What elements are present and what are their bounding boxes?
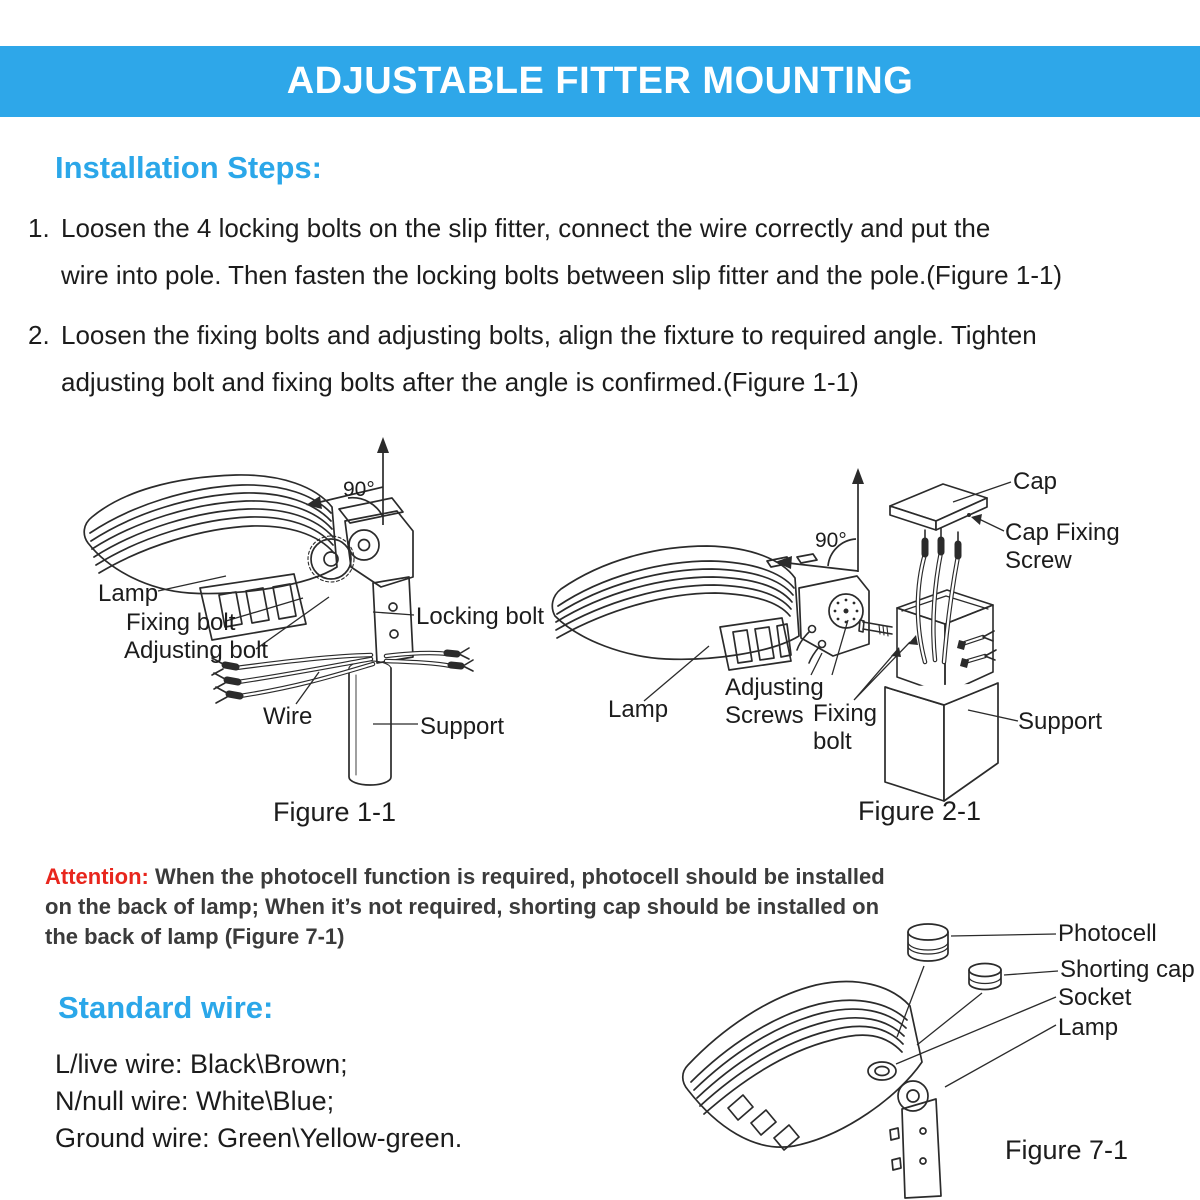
figure-1-1-drawing	[40, 425, 540, 845]
step-text-line: adjusting bolt and fixing bolts after the angle is confirmed.(Figure 1-1)	[61, 367, 859, 397]
figure-caption: Figure 2-1	[858, 796, 982, 826]
wire-spec-line: N/null wire: White\Blue;	[55, 1086, 335, 1116]
label-shorting-cap: Shorting cap	[1060, 956, 1195, 983]
figure-2-1-drawing	[545, 430, 1200, 830]
angle-label: 90°	[343, 478, 375, 501]
label-adjusting-bolt: Adjusting bolt	[124, 637, 269, 664]
figure-1-1	[40, 425, 545, 845]
label-lamp: Lamp	[608, 696, 669, 723]
step-text-line: Loosen the 4 locking bolts on the slip fitter, connect the wire correctly and put the	[61, 213, 991, 243]
label-support: Support	[420, 713, 505, 740]
figure-2-1	[545, 430, 1200, 830]
label-photocell: Photocell	[1058, 920, 1157, 947]
figure-caption: Figure 1-1	[273, 797, 397, 827]
label-socket: Socket	[1058, 984, 1132, 1011]
page-title: ADJUSTABLE FITTER MOUNTING	[286, 60, 914, 102]
label-adjusting-screws: Screws	[725, 702, 804, 729]
attention-text-line: When the photocell function is required, photocell should be installed	[154, 864, 885, 889]
attention-text-line: the back of lamp (Figure 7-1)	[45, 924, 345, 949]
angle-label: 90°	[815, 529, 847, 552]
label-fixing-bolt: Fixing	[813, 700, 878, 727]
label-lamp: Lamp	[1058, 1014, 1119, 1041]
figure-7-1	[630, 890, 1195, 1200]
step-number: 2.	[28, 320, 50, 350]
standard-wire-heading: Standard wire:	[58, 990, 274, 1025]
attention-label: Attention:	[45, 864, 149, 889]
attention-text-line: on the back of lamp; When it’s not required, shorting cap should be installed on	[45, 894, 880, 919]
label-cap-fixing-screw: Screw	[1005, 547, 1072, 574]
label-adjusting-screws: Adjusting	[725, 674, 824, 701]
label-cap: Cap	[1013, 468, 1058, 495]
label-fixing-bolt: bolt	[813, 728, 852, 755]
label-lamp: Lamp	[98, 580, 159, 607]
label-locking-bolt: Locking bolt	[416, 603, 545, 630]
installation-step-2	[28, 312, 1037, 406]
wire-spec-line: L/live wire: Black\Brown;	[55, 1049, 348, 1079]
label-cap-fixing-screw: Cap Fixing	[1005, 519, 1120, 546]
header-bar	[0, 46, 1200, 117]
label-support: Support	[1018, 708, 1103, 735]
step-text-line: Loosen the fixing bolts and adjusting bolts, align the fixture to required angle. Tighten	[61, 320, 1037, 350]
wire-spec-line: Ground wire: Green\Yellow-green.	[55, 1123, 463, 1153]
installation-step-1	[28, 205, 1063, 299]
step-number: 1.	[28, 213, 50, 243]
label-fixing-bolt: Fixing bolt	[126, 609, 236, 636]
standard-wire-list	[55, 1046, 462, 1157]
figure-caption: Figure 7-1	[1005, 1135, 1129, 1165]
step-text-line: wire into pole. Then fasten the locking bolts between slip fitter and the pole.(Figure 1-1)	[61, 260, 1063, 290]
label-wire: Wire	[263, 703, 313, 730]
installation-steps-heading: Installation Steps:	[55, 150, 322, 185]
